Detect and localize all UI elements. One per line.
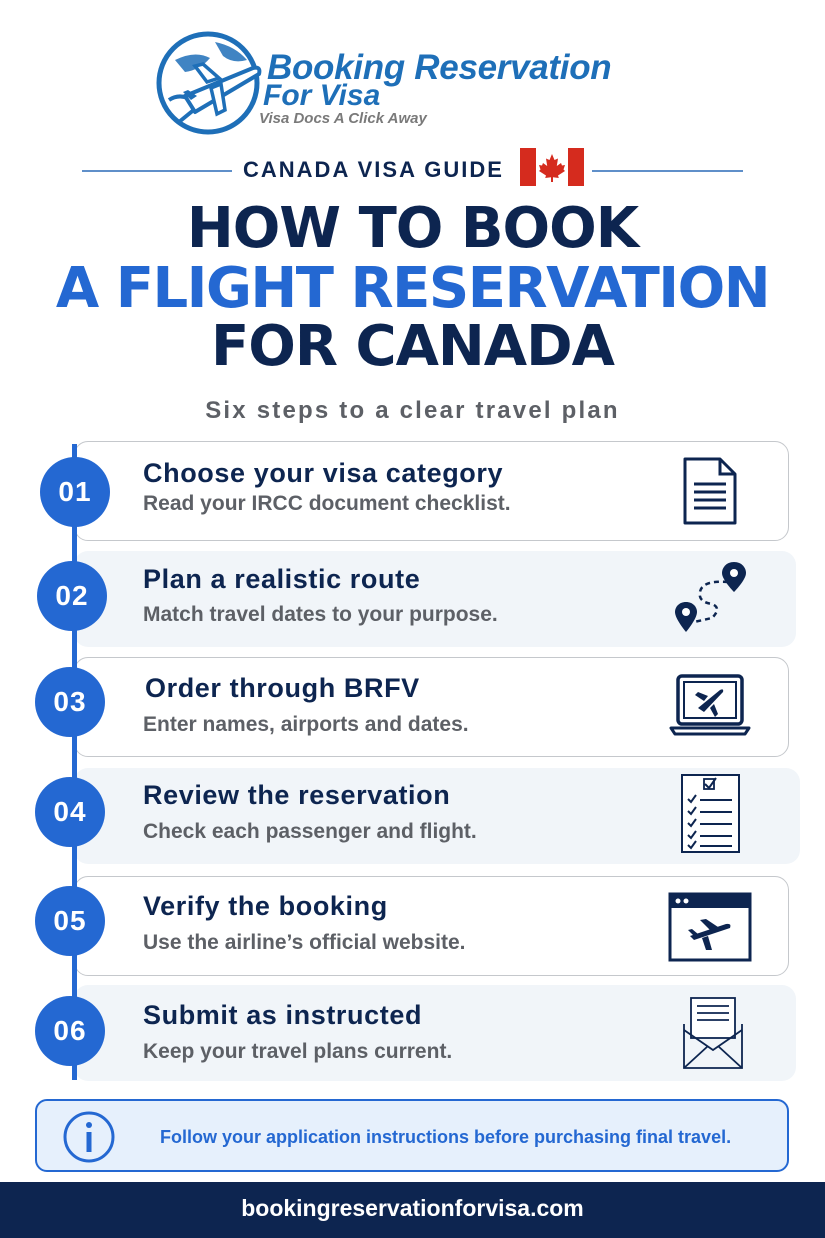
step-number-badge: 04 [35, 777, 105, 847]
footer-url: bookingreservationforvisa.com [241, 1195, 584, 1221]
brand-tagline: Visa Docs A Click Away [259, 110, 427, 127]
step-number-badge: 05 [35, 886, 105, 956]
step-title: Choose your visa category [143, 458, 504, 488]
step-number-badge: 06 [35, 996, 105, 1066]
step-description: Check each passenger and flight. [143, 820, 477, 843]
info-text: Follow your application instructions before purchasing final travel. [160, 1127, 732, 1147]
step-number-badge: 01 [40, 457, 110, 527]
laptop-plane-icon [668, 672, 752, 738]
step-number-badge: 02 [37, 561, 107, 631]
guide-label: CANADA VISA GUIDE [243, 157, 504, 182]
headline-line3: FOR CANADA [211, 314, 614, 379]
step-title: Submit as instructed [143, 1000, 423, 1030]
subtitle: Six steps to a clear travel plan [205, 397, 620, 424]
info-icon [62, 1110, 116, 1164]
brand-name-line2: For Visa [263, 79, 381, 112]
step-description: Enter names, airports and dates. [143, 713, 469, 736]
step-title: Review the reservation [143, 780, 451, 810]
step-number-badge: 03 [35, 667, 105, 737]
brand-name-line1: Booking Reservation [267, 48, 612, 87]
step-description: Keep your travel plans current. [143, 1040, 453, 1063]
envelope-letter-icon [682, 996, 744, 1070]
canada-flag-icon [520, 148, 584, 186]
timeline-line [72, 444, 77, 1080]
browser-plane-icon [668, 892, 752, 962]
divider-right [592, 170, 743, 172]
globe-airplane-icon [155, 30, 265, 136]
step-title: Plan a realistic route [143, 564, 421, 594]
divider-left [82, 170, 232, 172]
headline-line1: HOW TO BOOK [186, 196, 639, 261]
step-description: Use the airline’s official website. [143, 931, 466, 954]
step-description: Match travel dates to your purpose. [143, 603, 498, 626]
headline-line2: A FLIGHT RESERVATION [55, 256, 770, 321]
checklist-icon [680, 773, 741, 854]
step-title: Verify the booking [143, 891, 388, 921]
step-description: Read your IRCC document checklist. [143, 492, 511, 515]
step-title: Order through BRFV [145, 673, 420, 703]
document-icon [682, 456, 738, 526]
route-pins-icon [672, 560, 752, 638]
